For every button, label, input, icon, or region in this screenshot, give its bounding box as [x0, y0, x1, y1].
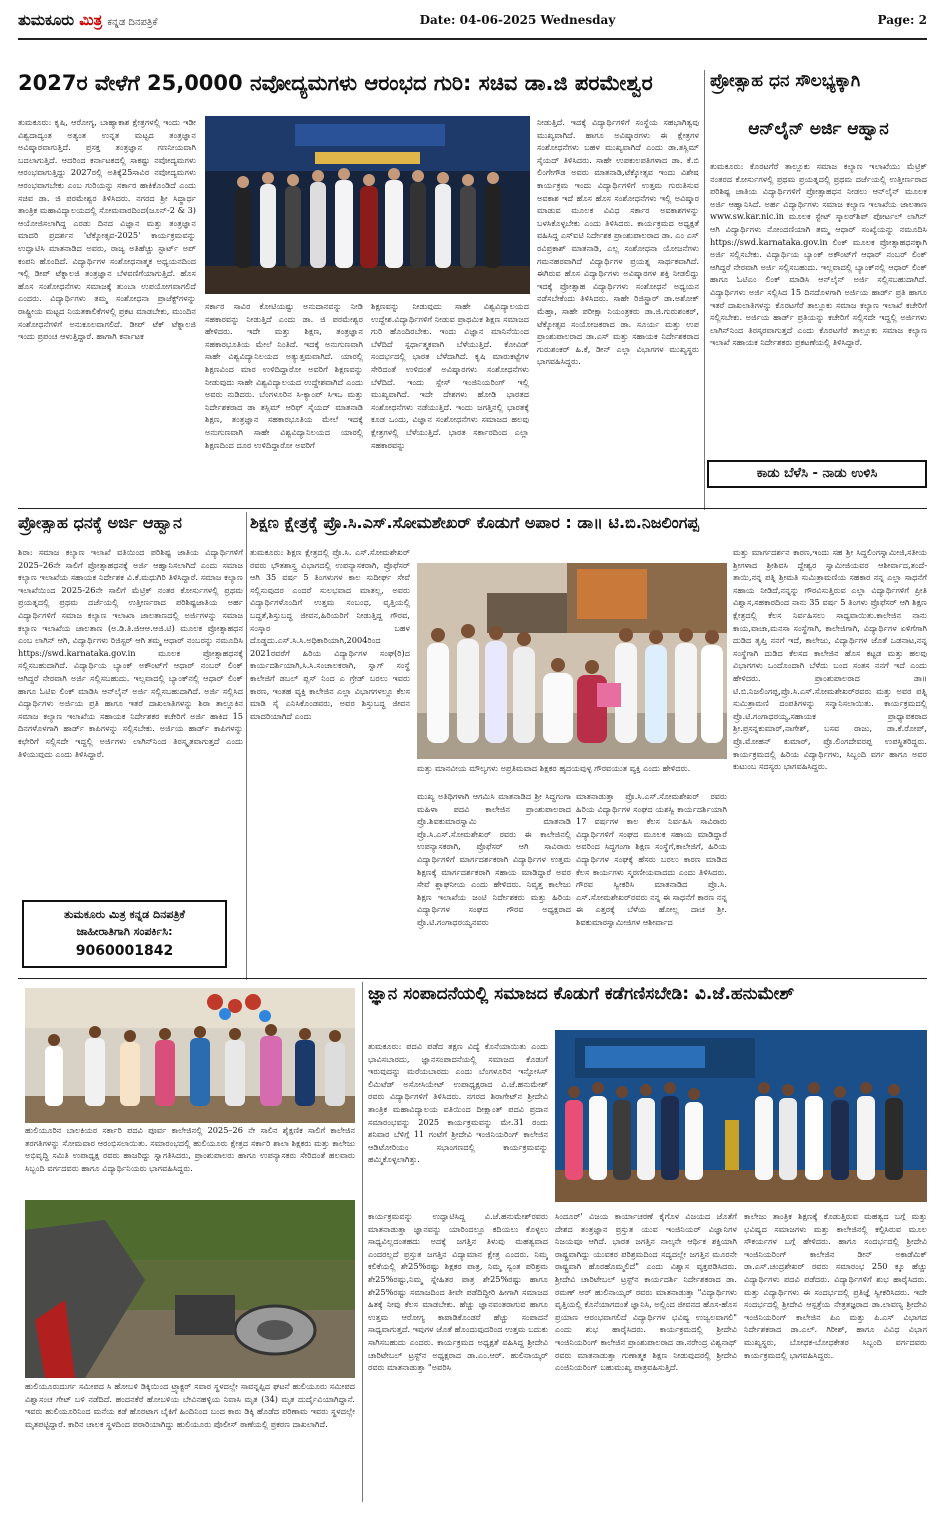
masthead-title-part1: ತುಮಕೂರು [18, 11, 75, 29]
ad-line1: ತುಮಕೂರು ಮಿತ್ರ ಕನ್ನಡ ದಿನಪತ್ರಿಕೆ [64, 908, 185, 921]
section-rule [18, 508, 927, 509]
story7-headline: ಜ್ಞಾನ ಸಂಪಾದನೆಯಲ್ಲಿ ಸಮಾಜದ ಕೊಡುಗೆ ಕಡೆಗಣಿಸಬೇಡಿ: ವಿ.ಜೆ.ಹನುಮೇಶ್ [368, 985, 795, 1004]
story5-caption: ಹುಲಿಯೂರಿನ ಬಾಲಕಿಯರ ಸರ್ಕಾರಿ ಪದವಿ ಪೂರ್ವ ಕಾಲೇಜಿನಲ್ಲಿ 2025–26 ನೇ ಸಾಲಿನ ಶೈಕ್ಷಣಿಕ ಸಾಲಿಗೆ ಕಾಲೇಜಿನ ತರಗತಿಗಳನ್ನು ಸೋಮವಾರ ಆರಂಭಿಸಲಾಯಿತು. ಸಮಾರಂಭದಲ್ಲಿ ಹುಲಿಯೂರು ಕ್ಷೇತ್ರದ ಸರ್ಕಾರಿ ಶಾಲಾ ಶಿಕ್ಷಕರು ಮತ್ತು ಕಾಲೇಜು ಅಭಿವೃದ್ಧಿ ಸಮಿತಿ ಉಪಾಧ್ಯಕ್ಷ ರವರು ಹಾಜರಿದ್ದು ಸ್ವಾಗತಿಸಿದರು, ಪ್ರಾಂಶುಪಾಲರು ಹಾಗೂ ಉಪನ್ಯಾಸಕರು ಸೇರಿದಂತೆ ಹಲವಾರು ಸಿಬ್ಬಂದಿ ವರ್ಗದವರು ಹಾಗೂ ವಿದ್ಯಾರ್ಥಿನಿಯರು ಭಾಗವಹಿಸಿದ್ದರು. [25, 1125, 355, 1173]
story4-col2: ಮುಖ್ಯ ಅತಿಥಿಗಳಾಗಿ ಆಗಮಿಸಿ ಮಾತನಾಡಿದ ಶ್ರೀ ಸಿದ್ಧಗಂಗಾ ಮಹಿಳಾ ಪದವಿ ಕಾಲೇಜಿನ ಪ್ರಾಂಶುಪಾಲರಾದ ಪ್ರೊ.ಶಿವಕುಮಾರಸ್ವಾಮಿ ಮಾತನಾಡಿ ಪ್ರೊ.ಸಿ.ಎಸ್.ಸೋಮಶೇಖರ್ ರವರು ಈ ಕಾಲೇಜಿನಲ್ಲಿ ಉಪನ್ಯಾಸಕರಾಗಿ, ಪ್ರೊಫೆಸರ್ ಆಗಿ ಸಾವಿರಾರು ವಿದ್ಯಾರ್ಥಿಗಳಿಗೆ ಮಾರ್ಗದರ್ಶಕರಾಗಿ ವಿದ್ಯಾರ್ಥಿಗಳ ಉತ್ತಮ ಶಿಕ್ಷಣಕ್ಕೆ ಮಾರ್ಗದರ್ಶಕರಾಗಿ ಸಹಾಯ ಮಾಡಿದ್ದಾರೆ ಅವರ ಸೇವೆ ಶ್ಲಾಘನೀಯ ಎಂದು ಹೇಳಿದರು. ನಿವೃತ್ತ ಕಾಲೇಜು ಶಿಕ್ಷಣ ಇಲಾಖೆಯ ಜಂಟಿ ನಿರ್ದೇಶಕರು ಮತ್ತು ಹಿರಿಯ ವಿದ್ಯಾರ್ಥಿಗಳ ಸಂಘದ ಗೌರವ ಅಧ್ಯಕ್ಷರಾದ ಪ್ರೊ.ಟಿ.ಗಂಗಾಧರಯ್ಯನವರು [417, 791, 571, 927]
masthead-title-part2: ಮಿತ್ರ [79, 11, 103, 29]
story7-col2: ಸಿಂದೂರ್' ವಿಜಯ ಕಾರ್ಯಾಚರಣೆ ಕೈಗೊಳ ವಿಜಯದ ಜೊತೆಗೆ ದೇಶದ ತಂತ್ರಜ್ಞಾನ ಪ್ರಸ್ತುತ ಯುವ ಇಂಜಿನಿಯರ್ ವಿಜ್ಞಾನಿಗಳ ನಿಜಯವೂ ಆಗಿದೆ. ಭಾರತ ಜಗತ್ತಿನ ನಾಲ್ಕನೇ ಆರ್ಥಿಕ ಶಕ್ತಿಯಾಗಿ ರಾಷ್ಟ್ರವಾಗಿದ್ದು ಯುವಕರ ಪರಿಶ್ರಮದಿಂದ ಸದ್ಯದಲ್ಲೇ ಜಗತ್ತಿನ ಮೂರನೇ ರಾಷ್ಟ್ರವಾಗಿ ಹೊರಹೊಮ್ಮಲಿದೆ" ಎಂದು ವಿಶ್ವಾಸ ವ್ಯಕ್ತಪಡಿಸಿದರು. ಶ್ರೀದೇವಿ ಚಾರಿಟೇಬಲ್ ಟ್ರಸ್ಟ್‌ನ ಕಾರ್ಯದರ್ಶಿ ನಿರ್ದೇಶಕರಾದ ಡಾ. ರಮಣ್ ಆರ್ ಹುಲಿನಾಯ್ಕರ್ ರವರು ಮಾತನಾಡುತ್ತಾ "ವಿದ್ಯಾರ್ಥಿಗಳು ವೃತ್ತಿಯಲ್ಲಿ ಕೊನೆಯಾಗದಂತೆ ಜ್ಞಾನಿಸಿ, ಅಲ್ಲಿಂದ ಜೀವನದ ಹೊಸ-ಹೊಸ ಪ್ರಯಾಣ ಆರಂಭವಾಗಲಿದೆ ವಿದ್ಯಾರ್ಥಿಗಳ ಭವಿಷ್ಯ ಉಜ್ವಲವಾಗಲಿ" ಎಂದು ಶುಭ ಹಾರೈಸಿದರು. ಕಾರ್ಯಕ್ರಮದಲ್ಲಿ ಶ್ರೀದೇವಿ ಇಂಜಿನಿಯರಿಂಗ್ ಕಾಲೇಜಿನ ಪ್ರಾಂಶುಪಾಲರಾದ ಡಾ.ನರೇಂದ್ರ ವಿಶ್ವನಾಥ್ ರವರು ಮಾತನಾಡುತ್ತಾ ಗುಣಾತ್ಮಕ ಶಿಕ್ಷಣ ನೀಡುವುದರಲ್ಲಿ ಶ್ರೀದೇವಿ ಎಂಜಿನಿಯರಿಂಗ್ ಬಹುಮುಖ್ಯ ಪಾತ್ರವಹಿಸುತ್ತಿದೆ. [555, 1211, 737, 1373]
story4-col1: ತುಮಕೂರು: ಶಿಕ್ಷಣ ಕ್ಷೇತ್ರದಲ್ಲಿ ಪ್ರೊ.ಸಿ. ಎಸ್.ಸೋಮಶೇಖರ್ ರವರು ಭೌತಶಾಸ್ತ್ರ ವಿಭಾಗದಲ್ಲಿ ಉಪನ್ಯಾಸಕರಾಗಿ, ಪ್ರೊಫೆಸರ್ ಆಗಿ 35 ವರ್ಷ 5 ತಿಂಗಳುಗಳ ಕಾಲ ಸುದೀರ್ಘ ಸೇವೆ ಸಲ್ಲಿಸುವುದರ ಎಂದರೆ ಸುಲಭವಾದ ಮಾತಲ್ಲ, ಅವರು ವಿದ್ಯಾರ್ಥಿಗಳೊಂದಿಗೆ ಉತ್ತಮ ಸಂಬಂಧ, ವೃತ್ತಿಯಲ್ಲಿ ಬದ್ಧತೆ,ಶಿಸ್ತುಬದ್ಧ ಜೀವನ,ಹಿರಿಯರಿಗೆ ನೀಡುತ್ತಿದ್ದ ಗೌರವ, ಸಂಸ್ಕಾರ ಬಹಳ ದೊಡ್ಡದು.ಎಸ್.ಸಿ.ಸಿ.ಅಧಿಕಾರಿಯಾಗಿ,2004ರಿಂದ 2021ರವರೆಗೆ ಹಿರಿಯ ವಿದ್ಯಾರ್ಥಿಗಳ ಸಂಘ(ರಿ)ದ ಕಾರ್ಯದರ್ಶಿಯಾಗಿ,ಸಿ.ಸಿ.ಸಂಚಾಲಕರಾಗಿ, ಸ್ವಾಗ್ ಸಂಸ್ಥೆ ಕಾಲೇಜಿಗೆ ಡಬಲ್ ಪ್ಲಸ್ ನಿಂದ ಎ ಗ್ರೇಡ್ ಬರಲು ಇವರು ಕಾರಣ, ಇಂತಹ ವ್ಯಕ್ತಿ ಕಾಲೇಜಿನ ಎಲ್ಲಾ ವಿಭಾಗಗಳಲ್ಲೂ ಕೆಲಸ ಮಾಡಿ ಸೈ ಎನಿಸಿಕೊಂಡವರು, ಅವರ ಶಿಸ್ತುಬದ್ಧ ಜೀವನ ಮಾದರಿಯಾಗಿದೆ ಎಂದು [250, 547, 410, 721]
masthead-title [18, 11, 157, 29]
slogan-box: ಕಾಡು ಬೆಳೆಸಿ - ನಾಡು ಉಳಿಸಿ [707, 460, 927, 488]
story4-col4: ಮತ್ತು ಮಾರ್ಗದರ್ಶನ ಕಾರಣ,ಇಂದು ಸಹ ಶ್ರೀ ಸಿದ್ದಲಿಂಗಸ್ವಾಮೀಜಿ,ಸತೀಯ ಶ್ರೀಗಳಾದ ಶ್ರೀಶಿವಸಿ ದ್ದೇಶ್ವರ ಸ್ವಾಮೀಜಿಯವರ ಆಶೀರ್ವಾದ,ತಂದೆ-ತಾಯಿ,ನನ್ನ ಪತ್ನಿ ಶ್ರೀಮತಿ ಸುಮಿತ್ರಾಮಣಿಯ ಸಹಕಾರ ನನ್ನ ಎಲ್ಲಾ ಸಾಧನೆಗೆ ಸಹಾಯ ನೀಡಿದೆ,ನನ್ನನ್ನು ಗೌರವಿಸುತ್ತಿರುವ ಎಲ್ಲಾ ವಿದ್ಯಾರ್ಥಿಗಳಿಗೆ ಪ್ರೀತಿ ವಿಶ್ವಾಸ,ಸಹಕಾರದಿಂದ ನಾನು 35 ವರ್ಷ 5 ತಿಂಗಳು ಪ್ರೊಫೆಸರ್ ಆಗಿ ಶಿಕ್ಷಣ ಕ್ಷೇತ್ರದಲ್ಲಿ ಕೆಲಸ ನಿರ್ವಹಿಸಲು ಸಾಧ್ಯವಾಯಿತು.ಕಾಲೇಜಿನ ನಾನು ಕಾಯ,ವಾಚಾ,ಮನಸಾ ಸಂಸ್ಥೆಗಾಗಿ, ಕಾಲೇಜಿಗಾಗಿ, ವಿದ್ಯಾರ್ಥಿಗಳ ಏಳಿಗೆಗಾಗಿ ದುಡಿದ ತೃಪ್ತಿ ನನಗೆ ಇದೆ, ಕಾಲೇಜು, ವಿದ್ಯಾರ್ಥಿಗಳ ಜೊತೆ ಒಡನಾಟ,ನನ್ನ ಸಂಸ್ಥೆಗಾಗಿ ದುಡಿದ ಕೆಲಸದ ಕಾಲೇಜಿನ ಹೊಸ ಕಟ್ಟಡ ಮತ್ತು ಹಲವು ವಿಭಾಗಗಳು ಒಂದೊಂದಾಗಿ ಬೆಳೆದು ಬಂದ ಸಂತಸ ನನಗೆ ಇದೆ ಎಂದು ಹೇಳಿದರು. ಪ್ರಾಂಶುಪಾಲರಾದ ಡಾ॥ ಟಿ.ಬಿ.ನಿಜಲಿಂಗಪ್ಪ,ಪ್ರೊ.ಸಿ.ಎಸ್.ಸೋಮಶೇಖರ್‌ರವರು ಮತ್ತು ಅವರ ಪತ್ನಿ ಸುಮಿತ್ರಾಮಣಿ ದಂಪತಿಗಳನ್ನು ಸನ್ಮಾನಿಸಲಾಯಿತು. ಕಾರ್ಯಕ್ರಮದಲ್ಲಿ ಪ್ರೊ.ಟಿ.ಗಂಗಾಧರಯ್ಯ,ಸಹಾಯಕ ಪ್ರಾಧ್ಯಾಪಕರಾದ ಶ್ರೀ.ಪ್ರಸನ್ನಕುಮಾರ್,ನಾಗೇಶ್, ಬಸವ ರಾಜು, ಡಾ.ಕೆ.ರೋಪ್, ಪ್ರೊ.ಮೋಹನ್ ಕುಮಾರ್, ಪ್ರೊ.ಲಿಂಗದೇವರಪ್ಪ ಉಪಸ್ಥಿತರಿದ್ದರು. ಕಾರ್ಯಕ್ರಮದಲ್ಲಿ ಹಿರಿಯ ವಿದ್ಯಾರ್ಥಿಗಳು, ಸಿಬ್ಬಂದಿ ವರ್ಗ ಹಾಗೂ ಅವರ ಕುಟುಂಬ ಸದಸ್ಯರು ಭಾಗವಹಿಸಿದ್ದರು. [733, 547, 927, 772]
masthead-rule [18, 38, 927, 40]
accident-photo-image [25, 1200, 355, 1378]
story7-col3: ಕಾಲೇಜು ತಾಂತ್ರಿಕ ಶಿಕ್ಷಣಕ್ಕೆ ಕೊಡುತ್ತಿರುವ ಮಹತ್ವದ ಬಗ್ಗೆ ಮತ್ತು ಭವಿಷ್ಯದ ಸಮಾಜಗಳು ಮತ್ತು ಕಾಲೇಜಿನಲ್ಲಿ ಕಲ್ಪಿಸಿರುವ ಮೂಲ ಸೌಕರ್ಯಗಳ ಬಗ್ಗೆ ಹೇಳಿದರು. ಹಾಗೂ ಸಂದರ್ಭದಲ್ಲಿ ಶ್ರೀದೇವಿ ಇಂಜಿನಿಯರಿಂಗ್ ಕಾಲೇಜಿನ ಡೀನ್ ಅಕಾಡೆಮಿಕ್ ಡಾ.ಎಸ್.ಚಂದ್ರಶೇಖರ್ ರವರು ಸಮಾರಂಭ 250 ಕ್ಕೂ ಹೆಚ್ಚು ವಿದ್ಯಾರ್ಥಿಗಳು ಪದವಿ ಪಡೆದರು. ವಿದ್ಯಾರ್ಥಿಗಳಿಗೆ ಶುಭ ಹಾರೈಸಿದರು. ಮತ್ತು ವಿದ್ಯಾರ್ಥಿಗಳು ಈ ಸಂದರ್ಭದಲ್ಲಿ ಪ್ರತಿಜ್ಞೆ ಸ್ವೀಕರಿಸಿದರು. ಇದೇ ಸಂದರ್ಭದಲ್ಲಿ ಶ್ರೀದೇವಿ ಆಸ್ಪತ್ರೆಯ ನೇತ್ರತಜ್ಞರಾದ ಡಾ.ಲಾವಣ್ಯ ಶ್ರೀದೇವಿ ಇಂಜಿನಿಯರಿಂಗ್ ಕಾಲೇಜಿನ ಪಿಎ ಮತ್ತು ಪಿ.ಎಸ್ ವಿಭಾಗದ ನಿರ್ದೇಶಕರಾದ ಡಾ.ಎಲ್. ಗಿರೀಶ್, ಹಾಗೂ ವಿವಿಧ ವಿಭಾಗ ಮುಖ್ಯಸ್ಥರು, ಬೋಧಕ-ಬೋಧಕೇತರ ಸಿಬ್ಬಂದಿ ವರ್ಗದವರು ಕಾರ್ಯಕ್ರಮದಲ್ಲಿ ಭಾಗವಹಿಸಿದ್ದರು. [744, 1211, 927, 1360]
story3-headline: ಪ್ರೋತ್ಸಾಹ ಧನಕ್ಕೆ ಅರ್ಜಿ ಆಹ್ವಾನ [18, 514, 182, 532]
story2-headline-line1: ಪ್ರೋತ್ಸಾಹ ಧನ ಸೌಲಭ್ಯಕ್ಕಾಗಿ [710, 72, 861, 91]
graduation-photo-image [555, 1030, 927, 1202]
story2-body: ತುಮಕೂರು: ಕೊರಟಗೆರೆ ತಾಲ್ಲೂಕು ಸಮಾಜ ಕಲ್ಯಾಣ ಇಲಾಖೆಯು ಮೆಟ್ರಿಕ್ ನಂತರದ ಕೋರ್ಸುಗಳಲ್ಲಿ ಪ್ರಥಮ ಪ್ರಯತ್ನದಲ್ಲಿ ಪ್ರಥಮ ದರ್ಜೆಯಲ್ಲಿ ಉತ್ತೀರ್ಣರಾದ ಪರಿಶಿಷ್ಟ ಜಾತಿಯ ವಿದ್ಯಾರ್ಥಿಗಳಿಗೆ ಪ್ರೋತ್ಸಾಹಧನ ನೀಡಲು ಆನ್‌ಲೈನ್ ಮೂಲಕ ಅರ್ಜಿ ಆಹ್ವಾನಿಸಿದೆ. ಅರ್ಹ ವಿದ್ಯಾರ್ಥಿಗಳು ಸಮಾಜ ಕಲ್ಯಾಣ ಇಲಾಖೆಯ ಜಾಲತಾಣ www.sw.kar.nic.in ಮೂಲಕ ಸ್ಟೇಟ್ ಸ್ಕಾಲರ್‌ಶಿಪ್ ಪೋರ್ಟಲ್ ಲಾಗಿನ್ ಆಗಿ ವಿದ್ಯಾರ್ಥಿಗಳು ನೋಂದಣಿಯಾಗಿ ತಮ್ಮ ಆಧಾರ್ ಸಂಖ್ಯೆಯನ್ನು ನಮೂದಿಸಿ https://swd.karnataka.gov.in ಲಿಂಕ್ ಮೂಲಕ ಪ್ರೋತ್ಸಾಹಧನಕ್ಕಾಗಿ ಅರ್ಜಿ ಸಲ್ಲಿಸಬೇಕು. ವಿದ್ಯಾರ್ಥಿಯ ಬ್ಯಾಂಕ್ ಅಕೌಂಟ್‌ಗೆ ಆಧಾರ್ ನಂಬರ್ ಲಿಂಕ್ ಆಗಿದ್ದರೆ ನೇರವಾಗಿ ಅರ್ಜಿ ಸಲ್ಲಿಸಬಹುದು. ಇಲ್ಲವಾದಲ್ಲಿ ಬ್ಯಾಂಕ್‌ನಲ್ಲಿ ಆಧಾರ್ ಲಿಂಕ್ ಹಾಗೂ ಓಟಿಎಂ ಲಿಂಕ್ ಮಾಡಿಸಿ ಆನ್‌ಲೈನ್ ಅರ್ಜಿ ಸಲ್ಲಿಸಬಹುದಾಗಿದೆ. ವಿದ್ಯಾರ್ಥಿಗಳು ಅರ್ಜಿ ಸಲ್ಲಿಸಿದ 15 ದಿನದೊಳಗಾಗಿ ಅರ್ಜಿಯ ಹಾರ್ಡ್ ಪ್ರತಿ ಹಾಗೂ ಇತರೆ ದಾಖಲಾತಿಗಳನ್ನು ಕೊರಟಗೆರೆ ತಾಲ್ಲೂಕು ಸಮಾಜ ಕಲ್ಯಾಣ ಇಲಾಖೆ ಕಚೇರಿಗೆ ಸಲ್ಲಿಸಬೇಕು. ಅರ್ಜಿಯ ಹಾರ್ಡ್ ಪ್ರತಿಯನ್ನು ಕಚೇರಿಗೆ ಸಲ್ಲಿಸದೇ ಇದ್ದಲ್ಲಿ ಅರ್ಜಿಗಳು ಲಾಗಿನ್‌ನಿಂದ ತಿರಸ್ಕರವಾಗುತ್ತದೆ ಎಂದು ಕೊರಟಗೆರೆ ತಾಲ್ಲೂಕು ಸಮಾಜ ಕಲ್ಯಾಣ ಇಲಾಖೆ ಸಹಾಯಕ ನಿರ್ದೇಶಕರು ಪ್ರಕಟಣೆಯಲ್ಲಿ ತಿಳಿಸಿದ್ದಾರೆ. [710, 161, 927, 348]
story4-col3: ಮಾತನಾಡುತ್ತಾ ಪ್ರೊ.ಸಿ.ಎಸ್.ಸೋಮಶೇಖರ್ ರವರು ಹಿರಿಯ ವಿದ್ಯಾರ್ಥಿಗಳ ಸಂಘದ ಯಶಸ್ವಿ ಕಾರ್ಯದರ್ಶಿಯಾಗಿ 17 ವರ್ಷಗಳ ಕಾಲ ಕೆಲಸ ನಿರ್ವಹಿಸಿ ಸಾವಿರಾರು ವಿದ್ಯಾರ್ಥಿಗಳಿಗೆ ಸಂಘದ ಮೂಲಕ ಸಹಾಯ ಮಾಡಿದ್ದಾರೆ ಅವರಿಂದ ಸಿದ್ಧಗಂಗಾ ಶಿಕ್ಷಣ ಸಂಸ್ಥೆಗೆ,ಕಾಲೇಜಿಗೆ, ಹಿರಿಯ ವಿದ್ಯಾರ್ಥಿಗಳ ಸಂಘಕ್ಕೆ ಹೆಸರು ಬರಲು ಕಾರಣ ಮಾಡಿದ ಕೆಲಸ ಕಾರ್ಯಗಳು ಸ್ಮರಣೀಯವಾದದು ಎಂದು ತಿಳಿಸಿದರು. ಗೌರವ ಸ್ವೀಕರಿಸಿ ಮಾತನಾಡಿದ ಪ್ರೊ.ಸಿ. ಎಸ್.ಸೋಮಶೇಖರ್‌ರವರು ನನ್ನ ಈ ಸಾಧನೆಗೆ ಕಾರಣ ನನ್ನ ಈ ಎತ್ತರಕ್ಕೆ ಬೆಳೆಯ ಹೋಲ್ಲ ದಾಚ ಶ್ರೀ. ಶಿವಕುಮಾರಸ್ವಾಮೀಜಿಗಳ ಆಶೀರ್ವಾದ [576, 791, 727, 927]
story1-col4: ನೀಡುತ್ತಿದೆ. ಇದಕ್ಕೆ ವಿದ್ಯಾರ್ಥಿಗಳಿಗೆ ಸಂಸ್ಥೆಯ ಸಹಭಾಗಿತ್ವವು ಮುಖ್ಯವಾಗಿದೆ. ಹಾಗೂ ಅವಿಷ್ಕಾರಗಳು ಈ ಕ್ಷೇತ್ರಗಳ ಸಂಶೋಧನೆಗಳು ಬಹಳ ಮುಖ್ಯವಾಗಿದೆ ಎಂದು ಡಾ.ತಸ್ಲಿಮ್ ಸೈಯದ್ ತಿಳಿಸಿದರು. ಸಾಹೇ ಉಪಕುಲಪತಿಗಳಾದ ಡಾ. ಕೆ.ಬಿ ಲಿಂಗೇಗೌಡ ಅವರು ಮಾತನಾಡಿ,ಟೆಕ್ಕೋತ್ಸವ ಇಂದು ವಿಶೇಷ ಕಾರ್ಯಕ್ರಮ ಇಂದು ವಿದ್ಯಾರ್ಥಿಗಳಿಗೆ ಉತ್ತಮ ಗುರುತಿಸುವ ಅವಕಾಶ ಇದೆ ಹೊಸ ಹೊಸ ಸಂಶೋಧನೆಗಳು ಇಲ್ಲಿ ಅವಿಷ್ಕಾರ ಮಾಡುವ ಮೂಲಕ ವಿವಿಧ ಸರ್ಕಾರ ಅವಕಾಶಗಳನ್ನು ಬಳಸಿಕೊಳ್ಳಬೇಕು ಎಂದು ತಿಳಿಸಿದರು. ಕಾರ್ಯಕ್ರಮದ ಅಧ್ಯಕ್ಷತೆ ವಹಿಸಿದ್ದ ಎಸ್ಐಟಿ ನಿರ್ದೇಶಕ ಪ್ರಾಂಶುಪಾಲರಾದ ಡಾ. ಎಂ ಎಸ್ ರವಿಪ್ರಕಾಶ್ ಮಾತನಾಡಿ, ಎಲ್ಲ ಸಂಶೋಧನಾ ಯೋಜನೆಗಳು ಗಮನಹರವಾಗಿದೆ ವಿದ್ಯಾರ್ಥಿಗಳ ಪ್ರಯತ್ನ ಸಾರ್ಥಕವಾಗಿದೆ. ಈಗಿರುವ ಹೊಸ ವಿದ್ಯಾರ್ಥಿಗಳು ಅವಿಷ್ಕಾರಗಳ ಶಕ್ತಿ ನೀಡಲಿದ್ದು ಇದಕ್ಕೆ ಪ್ರೋತ್ಸಾಹ ವಿದ್ಯಾರ್ಥಿಗಳು ಸಂಶೋಧನೆ ಅಧ್ಯಯನ ನಡೆಸಬೇಕೆಂದು ತಿಳಿಸಿದರು. ಸಾಹೇ ರಿಜಿಸ್ಟ್ರಾರ್ ಡಾ.ಅಶೋಕ್ ಮೆಹ್ತಾ, ಸಾಹೇ ಪರೀಕ್ಷಾ ನಿಯಂತ್ರಕರು ಡಾ.ಜಿ.ಗುರುಶಂಕರ್, ಟೆಕ್ಕೋತ್ಸವ ಸಂಯೋಜಕರಾದ ಡಾ. ಸೂರ್ಯ ಮತ್ತು ಉಪ ಪ್ರಾಂಶುಪಾಲರಾದ ಡಾ.ಎಸ್ ಮತ್ತು ಸಹಾಯಕ ನಿರ್ದೇಶಕರಾದ ಗುರುಶಂಕರ್ ಹಿ.ಕೆ, ಡೀನ್ ಎಲ್ಲಾ ವಿಭಾಗಗಳ ಮುಖ್ಯಸ್ಥರು ಭಾಗವಹಿಸಿದ್ದರು. [537, 117, 699, 367]
ad-phone: 9060001842 [75, 943, 174, 959]
masthead-subtitle: ಕನ್ನಡ ದಿನಪತ್ರಿಕೆ [107, 17, 158, 28]
ad-line2: ಜಾಹೀರಾತಿಗಾಗಿ ಸಂಪರ್ಕಿಸಿ: [76, 925, 173, 938]
column-divider [362, 982, 363, 1502]
college-event-photo-image [25, 988, 355, 1123]
story7-photo [555, 1030, 927, 1202]
story1-col2: ಸರ್ಕಾರ ಸಾವಿರ ಕೋಟಿಯಷ್ಟು ಅನುದಾನವನ್ನು ನೀಡಿ ಸಹಕಾರವನ್ನು ನೀಡುತ್ತಿದೆ ಎಂದು ಡಾ. ಜಿ ಪರಮೇಶ್ವರ ಹೇಳಿದರು. ಇದೇ ಮತ್ತು ಶಿಕ್ಷಣ, ತಂತ್ರಜ್ಞಾನ ಸಹಕಾರಭೂತಿಯ ಮೇಲೆ ನಿಂತಿದೆ. ಇದಕ್ಕೆ ಅನುಗುಣವಾಗಿ ಸಾಹೇ ವಿಶ್ವವಿದ್ಯಾನಿಲಯದ ಅತ್ಯುತ್ತಮವಾಗಿದೆ. ಯಾರಲ್ಲಿ ಶಿಕ್ಷಣವಿಂದ ಮಾರ ಉಳಿದಿದ್ದಾರೋ ಅವರಿಗೆ ಶಿಕ್ಷಣವನ್ನು ನೀಡುವುದು ಸಾಹೇ ವಿಶ್ವವಿದ್ಯಾಲಯದ ಉದ್ದೇಶವಾಗಿದೆ ಎಂದು ಅವರು ನುಡಿದರು. ಬೆಂಗಳೂರಿನ ಸಿ-ಕ್ಯಾಂಪ್ ಸಿಇಒ ಮತ್ತು ನಿರ್ದೇಶಕರಾದ ಡಾ ತಸ್ಲಿಮ್ ಆರಿಫ್ ಸೈಯದ್ ಮಾತನಾಡಿ ಶಿಕ್ಷಣ, ತಂತ್ರಜ್ಞಾನ ಸಹಕಾರಭೂತಿಯ ಮೇಲೆ ಇದಕ್ಕೆ ಅನುಗುಣವಾಗಿ ಸಾಹೇ ವಿಶ್ವವಿದ್ಯಾನಿಲಯದ ಯಾರಲ್ಲಿ ಶಿಕ್ಷಣದಿಂದ ದೂರ ಉಳಿದಿದ್ದಾರೋ ಅವರಿಗೆ [205, 301, 363, 450]
story1-photo [205, 116, 530, 294]
story2-headline-line2: ಆನ್‌ಲೈನ್ ಅರ್ಜಿ ಆಹ್ವಾನ [748, 120, 889, 139]
story7-col1: ತುಮಕೂರು: ಪದವಿ ಪಡೆದ ತಕ್ಷಣ ವಿದ್ಯೆ ಕೊನೆಯಾಯಿತು ಎಂದು ಭಾವಿಸಬಾರದು, ಜ್ಞಾನಸಂಪಾದನೆಯಲ್ಲಿ ಸಮಾಜದ ಕೊಡುಗೆ ಇರುವುದನ್ನು ಮರೆಯಬಾರದು ಎಂದು ಬೆಂಗಳೂರಿನ ಇನ್ಫೋಸಿಸ್ ಲಿಮಿಟೆಡ್ ಅಸೋಸಿಯೇಟ್ ಉಪಾಧ್ಯಕ್ಷರಾದ ವಿ.ಜೆ.ಹನುಮೇಶ್ ರವರು ವಿದ್ಯಾರ್ಥಿಗಳಿಗೆ ತಿಳಿಸಿದರು. ನಗರದ ಶಿರಾಗೇಟ್‌ನ ಶ್ರೀದೇವಿ ತಾಂತ್ರಿಕ ಮಹಾವಿದ್ಯಾಲಯ ವತಿಯಿಂದ ದೀಕ್ಷಾಂತ್ ಪದವಿ ಪ್ರದಾನ ಸಮಾರಂಭವನ್ನು 2025 ಕಾರ್ಯಕ್ರಮವನ್ನು ಮೇ.31 ರಂದು ಶನಿವಾರ ಬೆಳಿಗ್ಗೆ 11 ಗಂಟೆಗೆ ಶ್ರೀದೇವಿ ಇಂಜಿನಿಯರಿಂಗ್ ಕಾಲೇಜಿನ ಆಡಿಟೋರಿಯಂ ಸಭಾಂಗಣದಲ್ಲಿ ಕಾರ್ಯಕ್ರಮವನ್ನು ಹಮ್ಮಿಕೊಳ್ಳಲಾಗಿತ್ತು. [368, 1041, 548, 1165]
story4-col2-above: ಮತ್ತು ಮಾನವೀಯ ಮೌಲ್ಯಗಳು ಅಪ್ರತಿಮವಾದ ಶಿಕ್ಷಕರ ಹೃದಯವುಳ್ಳ ಗೌರವಯುತ ವ್ಯಕ್ತಿ ಎಂದು ಹೇಳಿದರು. [417, 763, 691, 773]
section-rule [18, 978, 927, 979]
story7-col1-more: ಕಾರ್ಯಕ್ರಮವನ್ನು ಉದ್ಘಾಟಿಸಿದ್ದ ವಿ.ಜೆ.ಹನುಮೇಶ್‌ರವರು ಮಾತನಾಡುತ್ತಾ ಜ್ಞಾನವನ್ನು ಯಾರಿಂದಲ್ಲೂ ಕದಿಯಲು ಕೊಳ್ಳಲು ಸಾಧ್ಯವಿಲ್ಲದಂತಹದು ಅದಕ್ಕೆ ಜಗತ್ತಿನ ತಿಳುವು ಮಹತ್ವವಾದ ಎಂದರಲ್ಲದೆ ಪ್ರಸ್ತುತ ಜಗತ್ತಿನ ವಿದ್ಯಾಮಾನ ಕ್ಷೇತ್ರ ಎಂದರು. ನಿಮ್ಮ ಕಲಿಕೆಯಲ್ಲಿ ಶೇ25%ರಷ್ಟು ಶಿಕ್ಷಕರ ಪಾತ್ರ, ನಿಮ್ಮ ಸ್ವಂತ ಪರಿಶ್ರಮ ಶೇ25%ರಷ್ಟು,ನಿಮ್ಮ ಸ್ನೇಹಿತರ ಪಾತ್ರ ಶೇ25%ರಷ್ಟು ಹಾಗೂ ಶೇ25%ರಷ್ಟು ಸಮಾಜದಿಂದ ತೀವೇ ಪಡೆದಿದ್ದೀರಿ ಹೀಗಾಗಿ ಸಮಾಜದ ಹಿತಕ್ಕೆ ನೀವು ಕೆಲಸ ಮಾಡಬೇಕು. ಹೆಚ್ಚು ಜ್ಞಾನವಂತರಾಗುವ ಹಾಗೂ ಉತ್ತಮ ಆರೋಗ್ಯ ಕಾಪಾಡಿಕೊಂಡರೆ ಹೆಚ್ಚು ಸಂಪಾದನೆ ಸಾಧ್ಯವಾಗುತ್ತದೆ. ಇವುಗಳ ಜೊತೆ ಹೊಂದುವುದರಿಂದ ಉತ್ತಮ ಬದುಕು ಸಾಗಿಸಬಹುದು ಎಂದರು. ಕಾರ್ಯಕ್ರಮದ ಅಧ್ಯಕ್ಷತೆ ವಹಿಸಿದ್ದ ಶ್ರೀದೇವಿ ಚಾರಿಟೇಬಲ್ ಟ್ರಸ್ಟ್‌ನ ಅಧ್ಯಕ್ಷರಾದ ಡಾ.ಎಂ.ಆರ್. ಹುಲಿನಾಯ್ಕರ್ ರವರು ಮಾತನಾಡುತ್ತಾ "ಅವರಿಸಿ [368, 1211, 548, 1373]
masthead-date: Date: 04-06-2025 Wednesday [419, 13, 616, 27]
story1-col3: ಶಿಕ್ಷಣವನ್ನು ನೀಡುವುದು ಸಾಹೇ ವಿಶ್ವವಿದ್ಯಾಲಯದ ಉದ್ದೇಶ.ವಿದ್ಯಾರ್ಥಿಗಳಿಗೆ ನೀಡುವ ಪ್ರಾಥಮಿಕ ಶಿಕ್ಷಣ ಸಮಾಜದ ಗುರಿ ಹೊಂದಿರಬೇಕು. ಇಂದು ವಿಜ್ಞಾನ ಮಾನಿನೆಯಿಂದ ಬೆಳೆದಿದೆ ಸ್ಪರ್ಧಾತ್ಮಕವಾಗಿ ಬೆಳೆಯುತ್ತಿದೆ. ಕೋವಿಡ್ ಸಂದರ್ಭದಲ್ಲಿ ಭಾರತ ಬೆಳೆದಾಗಿದೆ. ಕೃಷಿ ಮಾರುಕಟ್ಟೆಗಳ ಸೇರಿದಂತೆ ಉಳಿದಂತೆ ಅವಿಷ್ಕಾರಗಳು ಸಂಶೋಧನೆಗಳು ಬೆಳೆದಿದೆ. ಇಂದು ಸ್ಪೇಸ್ ಇಂಜಿನಿಯರಿಂಗ್ ಇಲ್ಲಿ ಮುಖ್ಯವಾಗಿದೆ. ಇದೇ ದೇಶಗಳು ಹೋಡಿ ಭಾರತದ ಸಂಶೋಧನೆಗಳು ನಡೆಯುತ್ತಿದೆ. ಇಂದು ಜಗತ್ತಿನಲ್ಲಿ ಭಾರತಕ್ಕೆ ಕೂಡ ಒಂದು, ವಿಜ್ಞಾನ ಸಂಶೋಧನೆಗಳು ಸಮಾಜದ ಹಲವು ಕ್ಷೇತ್ರಗಳಲ್ಲಿ ಬೆಳೆಯುತ್ತಿದೆ. ಭಾರತ ಸರ್ಕಾರದಿಂದ ಎಲ್ಲಾ ಸಹಕಾರವನ್ನು [371, 301, 529, 450]
story4-headline: ಶಿಕ್ಷಣ ಕ್ಷೇತ್ರಕ್ಕೆ ಪ್ರೊ.ಸಿ.ಎಸ್.ಸೋಮಶೇಖರ್ ಕೊಡುಗೆ ಅಪಾರ : ಡಾ॥ ಟಿ.ಬಿ.ನಿಜಲಿಂಗಪ್ಪ [250, 514, 699, 532]
story6-caption: ಹುಲಿಯೂರುದುರ್ಗ ಸಮೀಪದ ಸಿ ಹೋಬಳಿ ಡಿಕ್ಕಿಯಿಂದ ಟ್ರ್ಯಾಕ್ಟರ್ ಸವಾರ ಸ್ಥಳದಲ್ಲೇ ಸಾವನ್ನಪ್ಪಿದ ಘಟನೆ ಹುಲಿಯೂರು ಸಮೀಪದ ವಿಶ್ವಾಸಂಚ ಗೇಟ್ ಬಳಿ ನಡೆದಿದೆ. ಹಂದನಕೆರೆ ಹೋಬಳಿಯ ಬೇವಿನಹಳ್ಳಿಯ ನಿವಾಸಿ ಮೃತ (34) ಮೃತ ದುರ್ದೈವಿಯಾಗಿದ್ದಾನೆ. ಇವರು ಹುಲಿಯೂರಿನಿಂದ ಮನೆಯ ಕಡೆ ಹೊರಟಾಗ ಬೈಕಿಗೆ ಹಿಂದಿನಿಂದ ಬಂದ ಕಾರು ಡಿಕ್ಕಿ ಹೊಡೆದ ಪರಿಣಾಮ ಇವರು ಸ್ಥಳದಲ್ಲೇ ಮೃತಪಟ್ಟಿದ್ದಾರೆ. ಕಾರಿನ ಚಾಲಕ ಸ್ಥಳದಿಂದ ಪರಾರಿಯಾಗಿದ್ದು ಹುಲಿಯೂರು ಪೊಲೀಸ್ ಠಾಣೆಯಲ್ಲಿ ಪ್ರಕರಣ ದಾಖಲಾಗಿದೆ. [25, 1381, 355, 1429]
story6-photo [25, 1200, 355, 1378]
story5-photo [25, 988, 355, 1123]
masthead [18, 6, 927, 34]
story4-photo [417, 563, 727, 759]
story3-body: ಶಿರಾ: ಸಮಾಜ ಕಲ್ಯಾಣ ಇಲಾಖೆ ವತಿಯಿಂದ ಪರಿಶಿಷ್ಟ ಜಾತಿಯ ವಿದ್ಯಾರ್ಥಿಗಳಿಗೆ 2025–26ನೇ ಸಾಲಿಗೆ ಪ್ರೋತ್ಸಾಹಧನಕ್ಕೆ ಅರ್ಜಿ ಆಹ್ವಾನಿಸಲಾಗಿದೆ ಎಂದು ಸಮಾಜ ಕಲ್ಯಾಣ ಇಲಾಖೆಯ ಸಹಾಯಕ ನಿರ್ದೇಶಕ ವಿ.ಕೆ.ಮಧುಗಿರಿ ತಿಳಿಸಿದ್ದಾರೆ. ಸಮಾಜ ಕಲ್ಯಾಣ ಇಲಾಖೆಯಿಂದ 2025-26ನೇ ಸಾಲಿಗೆ ಮೆಟ್ರಿಕ್ ನಂತರ ಕೋರ್ಸುಗಳಲ್ಲಿ ಪ್ರಥಮ ಪ್ರಯತ್ನದಲ್ಲಿ ಪ್ರಥಮ ದರ್ಜೆಯಲ್ಲಿ ಉತ್ತೀರ್ಣರಾದ ಪರಿಶಿಷ್ಟಜಾತಿಯ ಅರ್ಹ ವಿದ್ಯಾರ್ಥಿಗಳಿಗೆ ಸಮಾಜ ಕಲ್ಯಾಣ ಇಲಾಖಾ ಜಾಲತಾಣದಲ್ಲಿ ಅರ್ಜಿಗಳನ್ನು ಸಮಾಜ ಕಲ್ಯಾಣ ಇಲಾಖೆಯ ಜಾಲತಾಣ (ಅ.ಡಿ.ತಿ.ಜಿಆಆ.ಆಜಿ.ಟಿ) ಮೂಲಕ ಪ್ರೋತ್ಸಾಹಧನ ಎಂಬ ಲಾಗಿನ್ ಆಗಿ, ವಿದ್ಯಾರ್ಥಿಗಳು ರಿಜಿಸ್ಟರ್ ಆಗಿ ತಮ್ಮ ಆಧಾರ್ ನಂಬರನ್ನು ನಮೂದಿಸಿ https://swd.karnataka.gov.in ಮೂಲಕ ಪ್ರೋತ್ಸಾಹಧನಕ್ಕೆ ಸಲ್ಲಿಸಬಹುದಾಗಿದೆ. ವಿದ್ಯಾರ್ಥಿಯ ಬ್ಯಾಂಕ್ ಅಕೌಂಟ್‌ಗೆ ಆಧಾರ್ ನಂಬರ್ ಲಿಂಕ್ ಆಗಿದ್ದರೆ ನೇರವಾಗಿ ಅರ್ಜಿ ಸಲ್ಲಿಸಬಹುದು. ಇಲ್ಲವಾದಲ್ಲಿ ಬ್ಯಾಂಕ್‌ನಲ್ಲಿ ಆಧಾರ್ ಲಿಂಕ್ ಹಾಗೂ ಓಟಿಐ ಲಿಂಕ್ ಮಾಡಿಸಿ ಆನ್‌ಲೈನ್ ಅರ್ಜಿ ಸಲ್ಲಿಸಬಹುದಾಗಿದೆ. ಅರ್ಜಿ ಸಲ್ಲಿಸಿದ ವಿದ್ಯಾರ್ಥಿಗಳು ಅರ್ಜಿಯ ಪ್ರತಿ ಹಾಗೂ ಇತರೆ ದಾಖಲಾತಿಗಳನ್ನು ಶಿರಾ ತಾಲ್ಲೂಕಿನ ಸಮಾಜ ಕಲ್ಯಾಣ ಇಲಾಖೆಯ ಸಹಾಯಕ ನಿರ್ದೇಶಕರ ಕಚೇರಿಗೆ ಅರ್ಜಿ ಹಾಕಿದ 15 ದಿನಗಳೊಳಗಾಗಿ ಹಾರ್ಡ್ ಕಾಪಿಗಳನ್ನು ಸಲ್ಲಿಸಬೇಕು. ಅರ್ಜಿಯ ಹಾರ್ಡ್ ಕಾಪಿಗಳನ್ನು ಕಛೇರಿಗೆ ಸಲ್ಲಿಸದೇ ಇದ್ದಲ್ಲಿ ಅರ್ಜಿಗಳು ಲಾಗಿನ್‌ನಿಂದ ತಿರಸ್ಕೃತವಾಗುತ್ತದೆ ಎಂದು ತಿಳಿಯುವುದು ಎಂದು ತಿಳಿಸಿದ್ದಾರೆ. [18, 547, 243, 759]
story1-col1: ತುಮಕೂರು: ಕೃಷಿ, ಆರೋಗ್ಯ, ಬಾಹ್ಯಾಕಾಶ ಕ್ಷೇತ್ರಗಳಲ್ಲಿ ಇಂದು ಇಡೀ ವಿಶ್ವದಾದ್ಯಂತ ಅತ್ಯಂತ ಉನ್ನತ ಮಟ್ಟದ ತಂತ್ರಜ್ಞಾನ ಅವಿಷ್ಕಾರವಾಗುತ್ತಿದೆ. ಪ್ರಸಕ್ತ ತಂತ್ರಜ್ಞಾನ ಗಣನೀಯವಾಗಿ ಬದಲಾಗುತ್ತಿದೆ. ಆದರಿಂದ ಕರ್ನಾಟಕದಲ್ಲಿ ಸಾಕಷ್ಟು ನವೋದ್ಯಮಗಳು ಆರಂಭವಾಗುತ್ತಿದ್ದು 2027ರಲ್ಲಿ ಅತಿಕ್ಕೆ25ಸಾವಿರ ನವೋದ್ಯಮಗಳು ಆರಂಭವಾಗಬೇಕು ಎಂಬ ಗುರಿಯನ್ನು ಸರ್ಕಾರ ಹಾಕಿಕೊಂಡಿದೆ ಎಂದು ಸಚಿವ ಡಾ. ಜಿ ಪರಮೇಶ್ವರ ತಿಳಿಸಿದರು. ನಗರದ ಶ್ರೀ ಸಿದ್ಧಾರ್ಥ ತಾಂತ್ರಿಕ ಮಹಾವಿದ್ಯಾಲಯದಲ್ಲಿ ಸೋಮವಾರದಿಂದ(ಜೂನ್-2 & 3) ಆಯೋಜಿಸಲಾಗಿದ್ದ ಎರಡು ದಿನದ ವಿಜ್ಞಾನ ಮತ್ತು ತಂತ್ರಜ್ಞಾನ ಮಾದರಿ ಪ್ರದರ್ಶನ 'ಟೆಕ್ಕೋತ್ಸವ-2025' ಕಾರ್ಯಕ್ರಮವನ್ನು ಉದ್ಘಾಟಿಸಿ ಮಾತನಾಡಿದ ಅವರು, ರಾಜ್ಯ ಅತಿಹೆಚ್ಚು ಸ್ಟಾರ್ಟ್ ಅಪ್ ಕಂಪನಿ ಹೊಂದಿದೆ. ವಿದ್ಯಾರ್ಥಿಗಳ ಸಂಶೋಧನಾತ್ಮಕ ಅಧ್ಯಯನದಿಂದ ಇಲ್ಲಿ ಡೀಪ್ ಟೆಕ್ನಾಲಜಿ ತಂತ್ರಜ್ಞಾನ ಬೆಳವಣಿಗೆಯಾಗುತ್ತಿದೆ. ಹೊಸ ಹೊಸ ಸಂಶೋಧನೆಗಳು ಸಮಾಜಕ್ಕೆ ತುಂಬಾ ಉಪಯೋಗವಾಗಲಿದೆ ಎಂದರು. ವಿದ್ಯಾರ್ಥಿಗಳು ತಮ್ಮ ಸಂಶೋಧನಾ ಪ್ರಾಜೆಕ್ಟ್‌ಗಳನ್ನು ರಾಷ್ಟ್ರೀಯ ಮಟ್ಟದ ನಿಯತಕಾಲಿಕೆಗಳಲ್ಲಿ ಪ್ರಕಟ ಮಾಡಬೇಕು, ಮುಂದಿನ ಸಂಶೋಧನೆಗಳಿಗೆ ಅನುಕೂಲವಾಗಲಿದೆ. ಡೀಪ್ ಟೆಕ್ ಟೆಕ್ನಾಲಜಿ ಇಂದು ಪ್ರಪಂಚ ಆಳುತ್ತಿದ್ದಾರೆ. ಹಾಗಾಗಿ ಕರ್ನಾಟಕ [18, 117, 196, 342]
group-photo-stage-image [205, 116, 530, 294]
masthead-page: Page: 2 [877, 13, 927, 27]
felicitation-photo-image [417, 563, 727, 759]
story1-headline: 2027ರ ವೇಳೆಗೆ 25,0000 ನವೋದ್ಯಮಗಳು ಆರಂಭದ ಗುರಿ: ಸಚಿವ ಡಾ.ಜಿ ಪರಮೇಶ್ವರ [18, 72, 653, 95]
column-divider [704, 70, 705, 510]
column-divider [246, 512, 247, 980]
ad-box [22, 900, 227, 968]
